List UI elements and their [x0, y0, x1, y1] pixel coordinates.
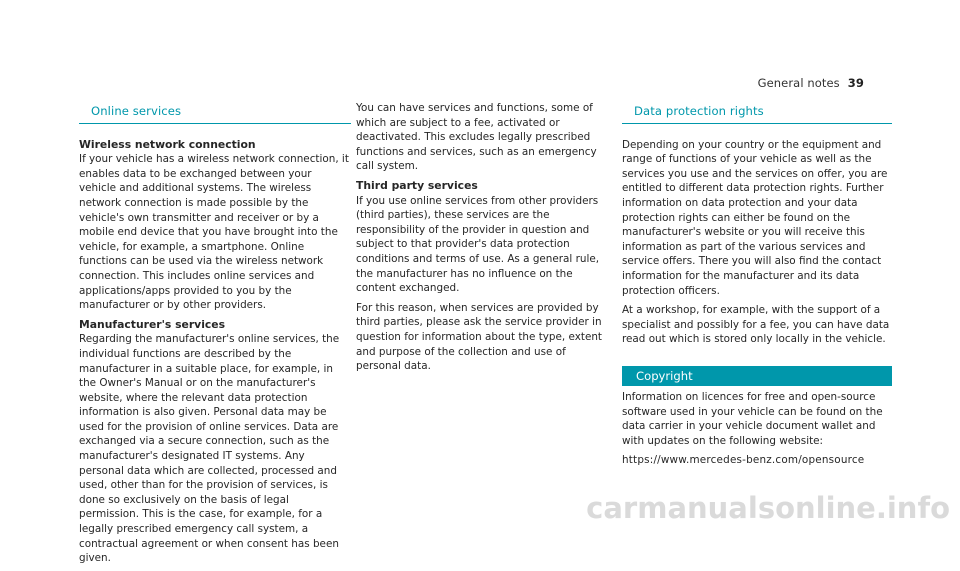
- column-2: [356, 101, 612, 379]
- column-1: [79, 104, 351, 571]
- running-header: [758, 76, 864, 90]
- page-number: 39: [847, 76, 864, 90]
- copyright-paragraph: Information on licences for free and open-source software used in your vehicle can be found on the data carrier in your vehicle document wallet and with updates on the following website:: [622, 390, 883, 447]
- data-protection-title: Data protection rights: [622, 104, 892, 124]
- online-services-title: Online services: [79, 104, 351, 124]
- opensource-link[interactable]: https://www.mercedes-benz.com/opensource: [622, 454, 865, 467]
- column-3: [622, 104, 892, 473]
- header-section: General notes: [757, 76, 840, 90]
- manufacturer-heading: Manufacturer's services: [79, 317, 226, 331]
- data-protection-paragraph: Depending on your country or the equipment and range of functions of your vehicle as well as the services you use and the services on offer, you are entitled to different data protection rights. Further information on data protection and your data protection rights can either be found on the manufacturer's website or you will receive this information as part of the various services and service offers. There you will also find the contact information for the manufacturer and its data protection officers.: [622, 138, 888, 297]
- copyright-banner: Copyright: [622, 366, 892, 386]
- manufacturer-paragraph: Regarding the manufacturer's online services, the individual functions are described by the manufacturer in a suitable place, for example, in the Owner's Manual or on the manufacturer's website, where the relevant data protection information is also given. Personal data may be used for the provision of online services. Data are exchanged via a secure connection, such as the manufacturer's designated IT systems. Any personal data which are collected, processed and used, other than for the provision of services, is done so exclusively on the basis of legal permission. This is the case, for example, for a legally prescribed emergency call system, a contractual agreement or when consent has been given.: [79, 333, 340, 565]
- wireless-paragraph: If your vehicle has a wireless network connection, it enables data to be exchanged between your vehicle and additional systems. The wireless network connection is made possible by the vehicle's own transmitter and receiver or by a mobile end device that you have brought into the vehicle, for example, a smartphone. Online functions can be used via the wireless network connection. This includes online services and applications/apps provided to you by the manufacturer or by other providers.: [79, 153, 349, 312]
- third-party-paragraph-2: For this reason, when services are provided by third parties, please ask the service provider in question for information about the type, extent and purpose of the collection and use of personal data.: [356, 301, 602, 373]
- manufacturer-paragraph-2: You can have services and functions, some of which are subject to a fee, activated or deactivated. This excludes legally prescribed functions and services, such as an emergency call system.: [356, 102, 597, 173]
- third-party-paragraph: If you use online services from other providers (third parties), these services are the responsibility of the provider in question and subject to that provider's data protection conditions and terms of use. As a general rule, the manufacturer has no influence on the content exchanged.: [356, 194, 600, 295]
- data-protection-paragraph-2: At a workshop, for example, with the support of a specialist and possibly for a fee, you can have data read out which is stored only locally in the vehicle.: [622, 304, 890, 346]
- watermark-text: carmanualsonline.info: [586, 491, 950, 525]
- third-party-heading: Third party services: [356, 178, 478, 192]
- wireless-heading: Wireless network connection: [79, 137, 256, 151]
